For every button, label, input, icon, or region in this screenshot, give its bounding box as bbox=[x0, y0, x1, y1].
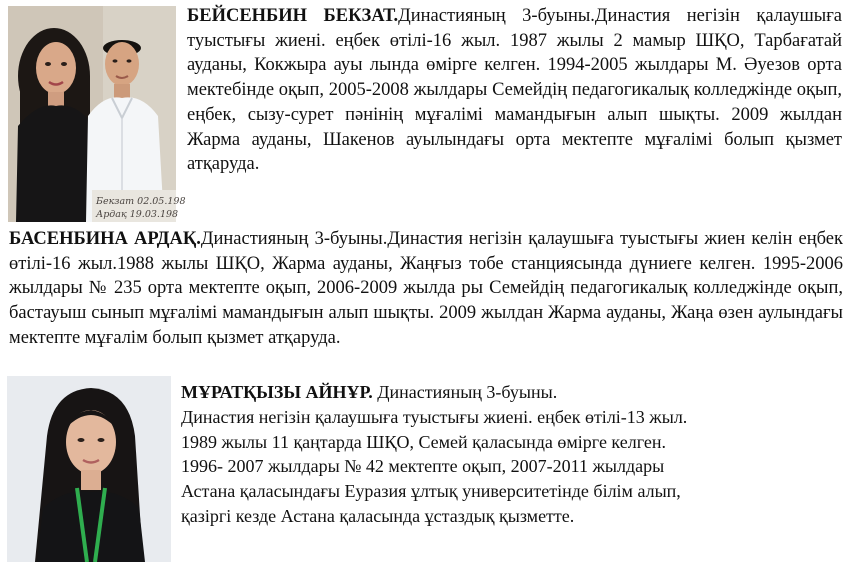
entry-line: 1989 жылы 11 қаңтарда ШҚО, Семей қаласында өмірге келген. bbox=[181, 431, 666, 452]
entry-name: БЕЙСЕНБИН БЕКЗАТ. bbox=[187, 6, 399, 26]
entry-line: Династия негізін қалаушыға туыстығы жиені. еңбек өтілі-13 жыл. bbox=[181, 406, 688, 427]
portrait-photo bbox=[7, 376, 171, 562]
entry-line: 1996- 2007 жылдары № 42 мектепте оқып, 2007-2011 жылдары bbox=[181, 456, 665, 477]
photo-caption-bekzat: Бекзат 02.05.198 bbox=[96, 196, 186, 207]
entry-text: Династияның 3-буыны.Династия негізін қалаушыға туыстығы жиен келін еңбек өтілі-16 жыл.1988 жылы ШҚО, Жарма ауданы, Жаңғыз тобе станциясында дүниеге келген. 1995-2006 жылдары № 235 орта мектепте оқып, 2006-2009 жылда ры Семейдің педагогикалық колледжінде оқып, бастауыш сынып мұғалімі мамандығын алып шықты. 2009 жылдан Жарма ауданы, Жаңа өзен аулындағы мектепте мұғалім болып қызмет атқаруда. bbox=[9, 229, 844, 348]
entry-line: Астана қаласындағы Еуразия ұлтық университетінде білім алып, bbox=[181, 481, 681, 502]
entry-line: Династияның 3-буыны. bbox=[372, 382, 558, 402]
entry-text: Династияның 3-буыны.Династия негізін қалаушыға туыстығы жиені. еңбек өтілі-16 жыл. 1987 жылы 2 мамыр ШҚО, Тарбағатай ауданы, Кокжыра ауы лында өмірге келген. 1994-2005 жылдары М. Әуезов орта мектебінде оқып, 2005-2008 жылдары Семейдің педагогикалық колледжінде оқып, еңбек, сызу-сурет пәнінің мұғалімі мамандығын алып шықты. 2009 жылдан Жарма ауданы, Шакенов ауылындағы орта мектепте мұғалімі болып қызмет атқаруда. bbox=[187, 6, 842, 175]
entry-basenbina-ardak bbox=[9, 227, 843, 351]
couple-photo bbox=[8, 6, 186, 222]
entry-line: қазіргі кезде Астана қаласында ұстаздық қызметте. bbox=[181, 505, 575, 526]
entry-name: БАСЕНБИНА АРДАҚ. bbox=[9, 229, 201, 249]
portrait-photo-illustration bbox=[7, 376, 171, 562]
entry-name: МҰРАТҚЫЗЫ АЙНҰР. bbox=[181, 382, 373, 402]
photo-caption-ardak: Ардақ 19.03.198 bbox=[96, 209, 179, 220]
entry-beisenbin-bekzat bbox=[187, 4, 842, 177]
entry-first-line bbox=[181, 380, 821, 405]
couple-photo-illustration bbox=[8, 6, 186, 222]
entry-muratkyzy-ainur bbox=[181, 380, 821, 529]
